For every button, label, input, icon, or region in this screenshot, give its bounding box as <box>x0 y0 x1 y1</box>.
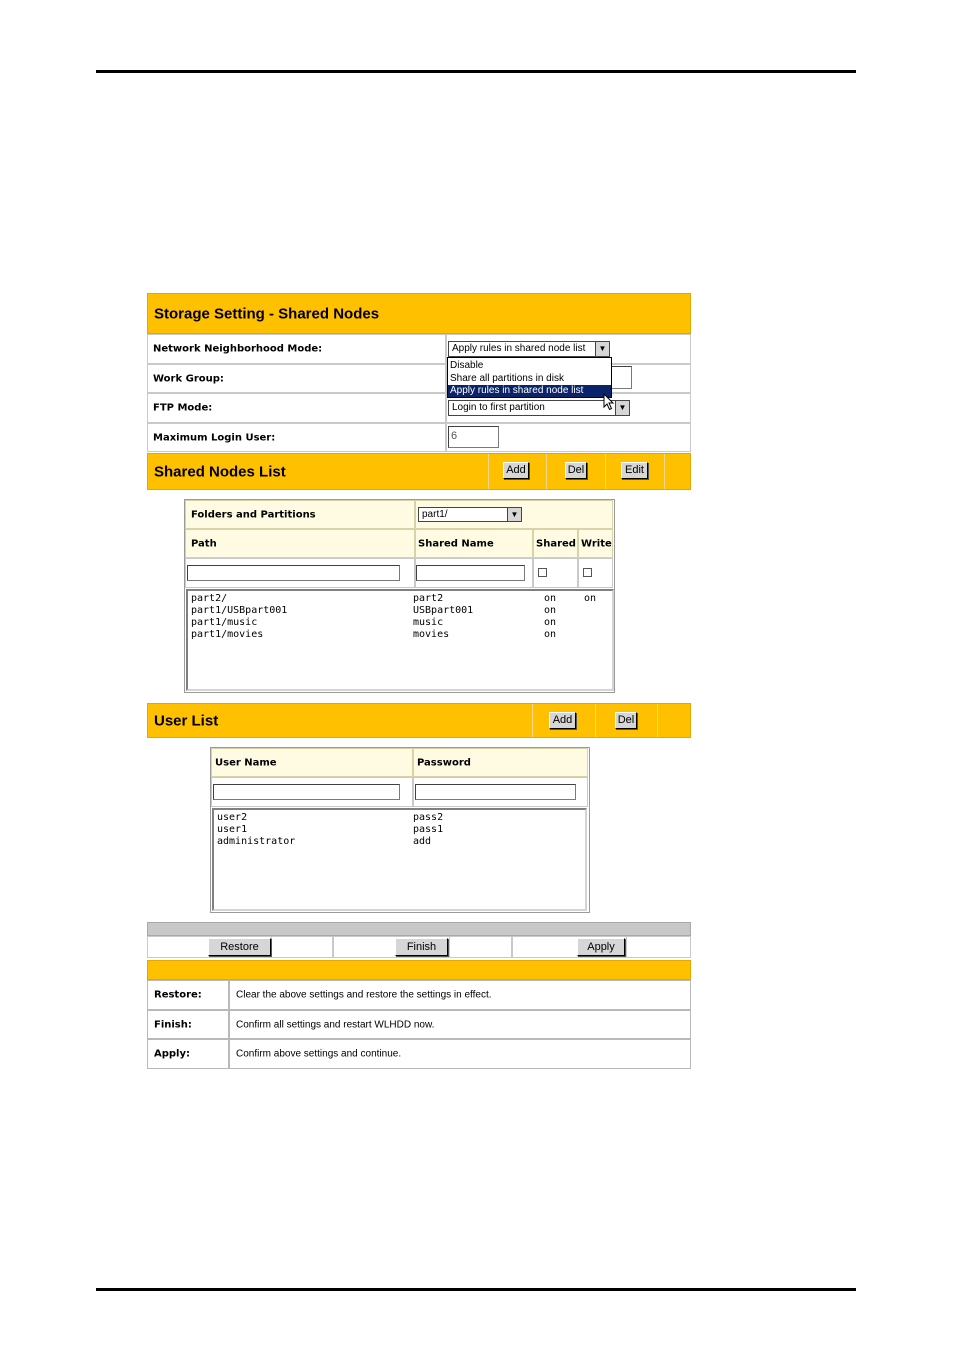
write-header: Write <box>581 538 612 549</box>
add-user-button[interactable]: Add <box>549 712 576 729</box>
node-name: music <box>413 617 444 628</box>
node-name: movies <box>413 629 450 640</box>
chevron-down-icon[interactable]: ▼ <box>595 342 609 356</box>
work-group-label: Work Group: <box>153 373 224 384</box>
network-neighborhood-row <box>147 334 446 364</box>
apply-help-label: Apply: <box>154 1048 191 1060</box>
delete-shared-node-button[interactable]: Del <box>565 462 587 479</box>
chevron-down-icon[interactable]: ▼ <box>507 508 521 521</box>
mouse-cursor-icon <box>603 393 615 411</box>
action-cell-divider <box>449 936 450 958</box>
node-write: on <box>584 593 597 604</box>
restore-button[interactable]: Restore <box>208 938 271 956</box>
ftp-mode-value: Login to first partition <box>452 402 545 413</box>
node-path: part1/USBpart001 <box>191 605 288 616</box>
column-header-write <box>578 529 613 558</box>
user-name: user1 <box>217 824 248 835</box>
node-shared: on <box>544 617 557 628</box>
folders-label-cell <box>185 500 415 529</box>
max-login-row <box>147 423 446 452</box>
shared-header: Shared <box>536 538 576 549</box>
user-list-header <box>147 703 691 738</box>
column-header-path <box>185 529 415 558</box>
list-item[interactable] <box>214 812 585 824</box>
list-item[interactable] <box>214 824 585 836</box>
node-path: part1/music <box>191 617 258 628</box>
header-divider <box>605 454 606 489</box>
restore-help-text-cell <box>229 980 691 1010</box>
restore-help-label-cell <box>147 980 229 1010</box>
dropdown-option-apply-rules[interactable] <box>448 385 611 397</box>
ftp-mode-row <box>147 393 446 423</box>
folders-label: Folders and Partitions <box>191 509 316 520</box>
apply-button[interactable]: Apply <box>577 938 625 956</box>
finish-help-label-cell <box>147 1010 229 1039</box>
max-login-label: Maximum Login User: <box>153 432 276 443</box>
network-neighborhood-value: Apply rules in shared node list <box>452 343 586 354</box>
node-shared: on <box>544 629 557 640</box>
user-name: administrator <box>217 836 296 847</box>
header-divider <box>532 704 533 737</box>
node-name: USBpart001 <box>413 605 474 616</box>
restore-help-label: Restore: <box>154 989 202 1001</box>
work-group-row <box>147 364 446 393</box>
node-shared: on <box>544 605 557 616</box>
path-header: Path <box>191 538 217 549</box>
network-neighborhood-dropdown <box>447 357 612 398</box>
network-neighborhood-label: Network Neighborhood Mode: <box>153 343 323 355</box>
user-list-title: User List <box>154 712 219 729</box>
action-cell-divider <box>626 936 627 958</box>
user-password: pass2 <box>413 812 444 823</box>
column-header-password <box>413 748 588 777</box>
list-item[interactable] <box>188 617 612 629</box>
max-login-input[interactable]: 6 <box>448 426 499 448</box>
dropdown-option-disable[interactable]: Disable <box>450 360 484 371</box>
node-name: part2 <box>413 593 444 604</box>
dropdown-option-share-all[interactable]: Share all partitions in disk <box>450 373 564 384</box>
list-item[interactable] <box>188 593 612 605</box>
path-input[interactable] <box>187 565 400 581</box>
write-checkbox[interactable] <box>583 568 592 577</box>
storage-settings-header <box>147 293 691 334</box>
header-divider <box>657 704 658 737</box>
node-path: part1/movies <box>191 629 264 640</box>
list-item[interactable] <box>188 605 612 617</box>
column-header-shared <box>533 529 578 558</box>
bottom-rule <box>96 1288 856 1291</box>
apply-help-text: Confirm above settings and continue. <box>236 1048 402 1060</box>
restore-help-text: Clear the above settings and restore the settings in effect. <box>236 989 492 1001</box>
page-title: Storage Setting - Shared Nodes <box>154 305 380 322</box>
user-name-input[interactable] <box>213 784 400 800</box>
user-name-header: User Name <box>215 757 277 768</box>
user-name: user2 <box>217 812 248 823</box>
dropdown-option-apply-rules-label: Apply rules in shared node list <box>450 385 584 396</box>
shared-nodes-header <box>147 453 691 490</box>
header-divider <box>546 454 547 489</box>
apply-help-text-cell <box>229 1039 691 1069</box>
list-item[interactable] <box>188 629 612 641</box>
shared-name-input[interactable] <box>416 565 525 581</box>
top-rule <box>96 70 856 73</box>
column-header-user-name <box>211 748 413 777</box>
password-header: Password <box>417 757 471 768</box>
shared-name-header: Shared Name <box>418 538 494 549</box>
user-list[interactable] <box>212 808 587 911</box>
apply-help-label-cell <box>147 1039 229 1069</box>
header-divider <box>488 454 489 489</box>
finish-help-text-cell <box>229 1010 691 1039</box>
delete-user-button[interactable]: Del <box>615 712 637 729</box>
user-password: pass1 <box>413 824 444 835</box>
column-header-shared-name <box>415 529 533 558</box>
folders-value: part1/ <box>422 509 448 520</box>
action-bar-strip <box>147 922 691 936</box>
password-input[interactable] <box>415 784 576 800</box>
shared-nodes-title: Shared Nodes List <box>154 463 286 480</box>
finish-button[interactable]: Finish <box>395 938 448 956</box>
shared-checkbox[interactable] <box>538 568 547 577</box>
add-shared-node-button[interactable]: Add <box>503 462 529 479</box>
finish-help-label: Finish: <box>154 1019 192 1030</box>
ftp-mode-label: FTP Mode: <box>153 402 213 414</box>
help-header <box>147 960 691 980</box>
finish-help-text: Confirm all settings and restart WLHDD now. <box>236 1019 435 1030</box>
user-password: add <box>413 836 432 847</box>
header-divider <box>664 454 665 489</box>
node-shared: on <box>544 593 557 604</box>
edit-shared-node-button[interactable]: Edit <box>621 462 648 479</box>
action-cell-divider <box>271 936 272 958</box>
header-divider <box>595 704 596 737</box>
network-neighborhood-select[interactable] <box>448 341 610 357</box>
node-path: part2/ <box>191 593 228 604</box>
folders-select[interactable] <box>418 507 522 522</box>
list-item[interactable] <box>214 836 585 848</box>
shared-nodes-list[interactable] <box>186 589 614 691</box>
chevron-down-icon[interactable]: ▼ <box>615 401 629 415</box>
